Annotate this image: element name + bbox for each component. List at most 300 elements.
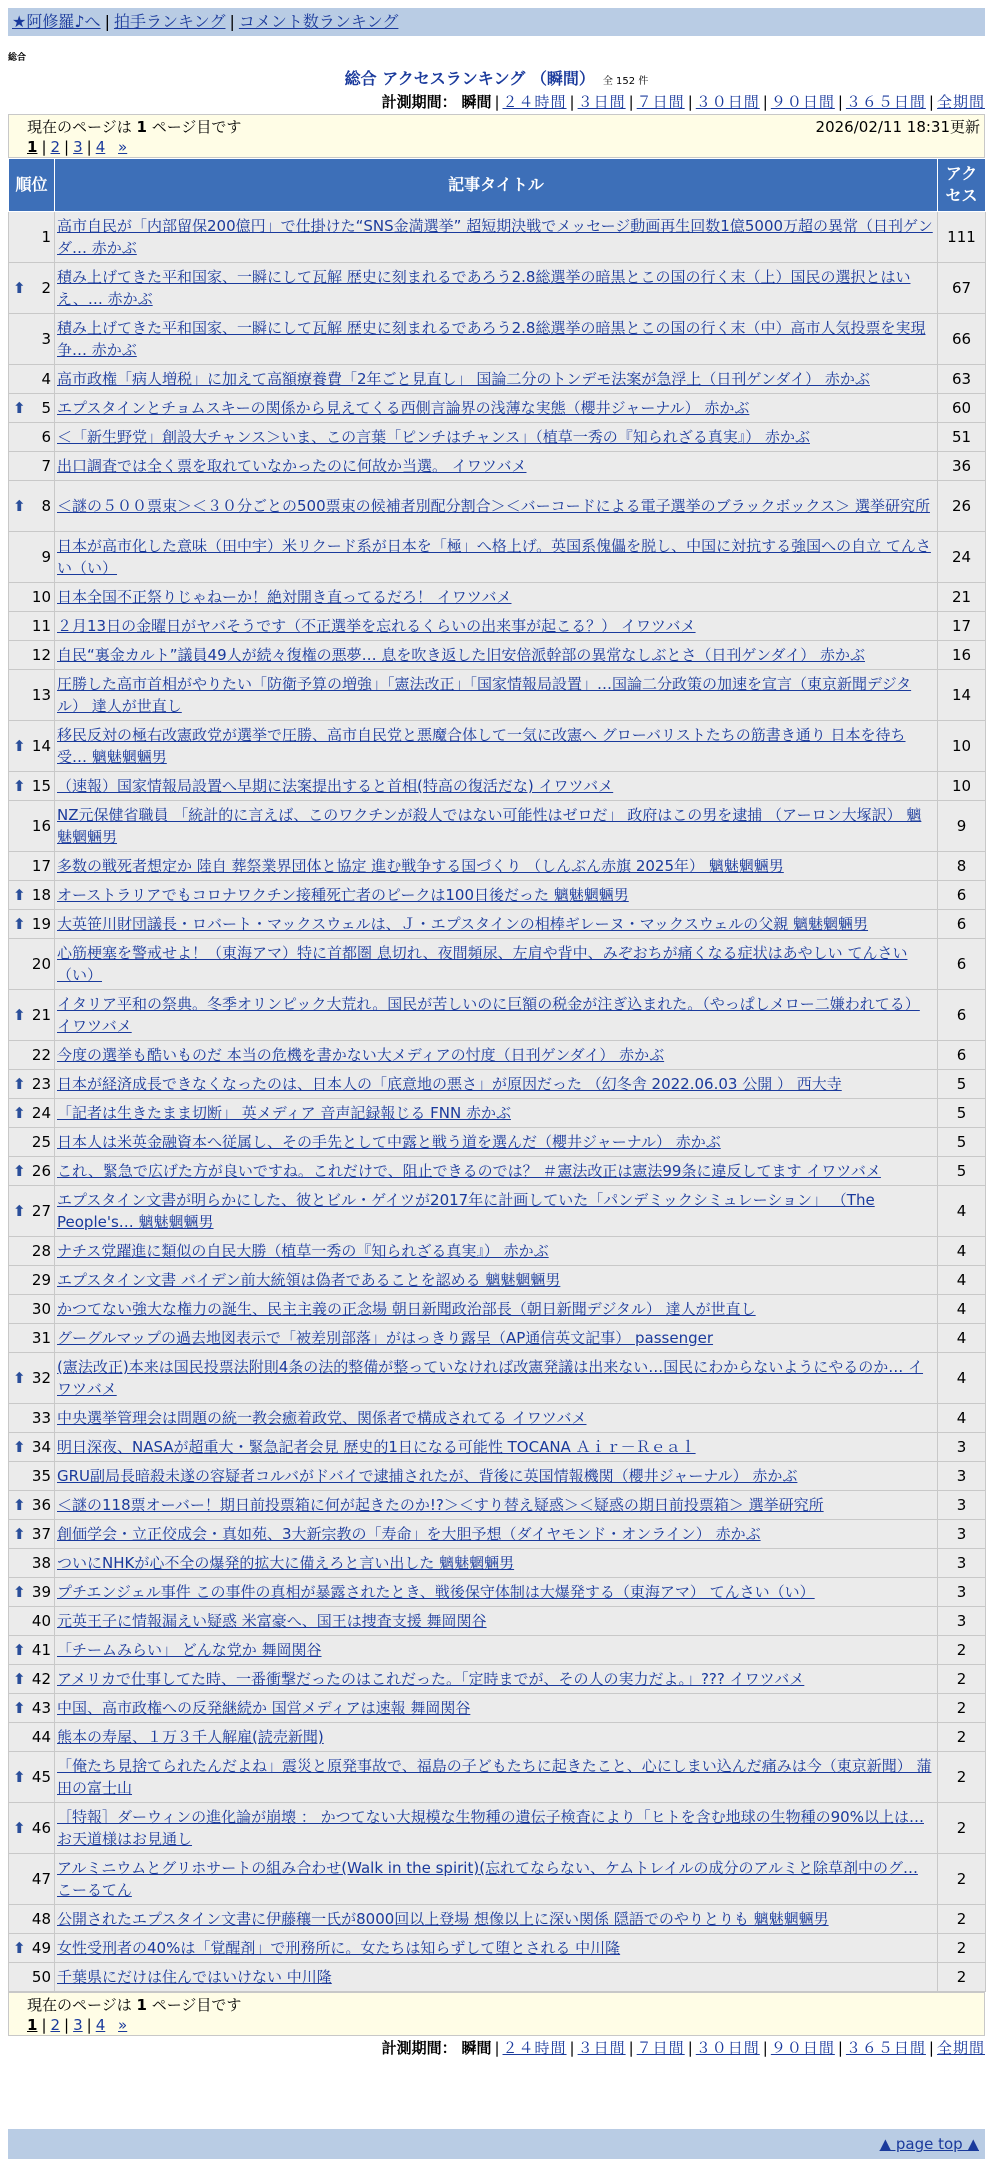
- title-cell: [55, 583, 938, 612]
- rank-cell: [9, 612, 55, 641]
- ranking-row: [9, 1099, 986, 1128]
- ranking-row: [9, 1295, 986, 1324]
- article-title-link[interactable]: エプスタインとチョムスキーの関係から見えてくる西側言論界の浅薄な実態（櫻井ジャーナル） 赤かぶ: [57, 399, 750, 417]
- ranking-row: [9, 910, 986, 939]
- ranking-row: [9, 263, 986, 314]
- access-count: 21: [938, 583, 986, 612]
- period-all-link[interactable]: 全期間: [936, 2039, 985, 2057]
- access-count: 4: [938, 1324, 986, 1353]
- article-title-link[interactable]: ＜謎の５００票束＞＜３０分ごとの500票束の候補者別配分割合＞＜バーコードによる電子選挙のブラックボックス＞ 選挙研究所: [57, 497, 930, 515]
- ranking-body: [9, 212, 986, 1992]
- article-title-link[interactable]: 日本が経済成長できなくなったのは、日本人の「底意地の悪さ」が原因だった （幻冬舎 2022.06.03 公開 ） 西大寺: [57, 1075, 842, 1093]
- rank-number: 42: [31, 1670, 51, 1688]
- rank-number: 4: [41, 370, 51, 388]
- rank-cell: [9, 772, 55, 801]
- rank-number: 7: [41, 457, 51, 475]
- pagination-top: 1 | 2 | 3 | 4 »: [27, 138, 128, 156]
- title-cell: [55, 263, 938, 314]
- rank-cell: [9, 852, 55, 881]
- article-title-link[interactable]: 高市自民が「内部留保200億円」で仕掛けた“SNS金満選挙” 超短期決戦でメッセージ動画再生回数1億5000万超の異常（日刊ゲンダ… 赤かぶ: [57, 217, 933, 257]
- title-cell: [55, 1549, 938, 1578]
- rank-number: 3: [41, 330, 51, 348]
- pagination-page-2[interactable]: 2: [50, 2016, 61, 2034]
- article-title-link[interactable]: 高市政権「病人増税」に加えて高額療養費「2年ごと見直し」 国論二分のトンデモ法案が急浮上（日刊ゲンダイ） 赤かぶ: [57, 370, 870, 388]
- article-title-link[interactable]: アルミニウムとグリホサートの組み合わせ(Walk in the spirit)(忘れてならない、ケムトレイルの成分のアルミと除草剤中のグ… こーるてん: [57, 1859, 918, 1899]
- rank-cell: [9, 212, 55, 263]
- rank-number: 19: [31, 915, 51, 933]
- rank-number: 26: [31, 1162, 51, 1180]
- item-count: 全 152 件: [602, 76, 649, 87]
- pagination-next[interactable]: »: [118, 2016, 128, 2034]
- access-count: 2: [938, 1803, 986, 1854]
- title-cell: [55, 1665, 938, 1694]
- ranking-title: 総合 アクセスランキング （瞬間）: [344, 69, 595, 88]
- title-cell: [55, 1404, 938, 1433]
- title-cell: [55, 772, 938, 801]
- title-cell: [55, 1433, 938, 1462]
- access-count: 4: [938, 1237, 986, 1266]
- ranking-row: [9, 365, 986, 394]
- rank-number: 17: [31, 857, 51, 875]
- rank-number: 45: [31, 1768, 51, 1786]
- rank-number: 14: [31, 737, 51, 755]
- access-count: 3: [938, 1607, 986, 1636]
- article-title-link[interactable]: 大英笹川財団議長・ロバート・マックスウェルは、Ｊ・エプスタインの相棒ギレーヌ・マックスウェルの父親 魑魅魍魎男: [57, 915, 869, 933]
- article-title-link[interactable]: 創価学会・立正佼成会・真如苑、3大新宗教の「寿命」を大胆予想（ダイヤモンド・オンライン） 赤かぶ: [57, 1525, 761, 1543]
- access-count: 66: [938, 314, 986, 365]
- rank-cell: [9, 1803, 55, 1854]
- ranking-row: [9, 1636, 986, 1665]
- rank-up-arrow-icon: ⬆: [13, 1670, 26, 1688]
- title-cell: [55, 365, 938, 394]
- rank-number: 22: [31, 1046, 51, 1064]
- access-count: 10: [938, 772, 986, 801]
- title-cell: [55, 670, 938, 721]
- ranking-row: [9, 1266, 986, 1295]
- rank-number: 18: [31, 886, 51, 904]
- section-label: 総合: [8, 53, 27, 63]
- access-count: 67: [938, 263, 986, 314]
- access-count: 5: [938, 1128, 986, 1157]
- rank-cell: [9, 1070, 55, 1099]
- access-count: 4: [938, 1266, 986, 1295]
- article-title-link[interactable]: （速報）国家情報局設置へ早期に法案提出すると首相(特高の復活だな) イワツバメ: [57, 777, 614, 795]
- ranking-row: [9, 1041, 986, 1070]
- access-count: 3: [938, 1491, 986, 1520]
- current-page-text: 現在のページは 1 ページ目です: [27, 118, 242, 136]
- period-3d-link[interactable]: ３日間: [577, 2039, 626, 2057]
- ranking-row: [9, 1905, 986, 1934]
- ranking-row: [9, 1854, 986, 1905]
- access-count: 2: [938, 1723, 986, 1752]
- rank-number: 48: [31, 1910, 51, 1928]
- title-cell: [55, 801, 938, 852]
- ranking-row: [9, 1520, 986, 1549]
- article-title-link[interactable]: 日本が高市化した意味（田中宇）米リクード系が日本を「極」へ格上げ。英国系傀儡を脱し、中国に対抗する強国への自立 てんさい（い）: [57, 537, 931, 577]
- rank-cell: [9, 1854, 55, 1905]
- rank-up-arrow-icon: ⬆: [13, 399, 26, 417]
- article-title-link[interactable]: 熊本の寿屋、１万３千人解雇(読売新聞): [57, 1728, 324, 1746]
- rank-cell: [9, 263, 55, 314]
- title-cell: [55, 1934, 938, 1963]
- access-count: 51: [938, 423, 986, 452]
- access-count: 5: [938, 1157, 986, 1186]
- article-title-link[interactable]: GRU副局長暗殺未遂の容疑者コルバがドバイで逮捕されたが、背後に英国情報機関（櫻井ジャーナル） 赤かぶ: [57, 1467, 798, 1485]
- access-count: 6: [938, 939, 986, 990]
- rank-cell: [9, 939, 55, 990]
- title-cell: [55, 532, 938, 583]
- ranking-row: [9, 670, 986, 721]
- ranking-row: [9, 881, 986, 910]
- pagination-next[interactable]: »: [118, 138, 128, 156]
- period-30d-link[interactable]: ３０日間: [695, 93, 760, 111]
- rank-up-arrow-icon: ⬆: [13, 886, 26, 904]
- article-title-link[interactable]: グーグルマップの過去地図表示で「被差別部落」がはっきり露呈（AP通信英文記事） passenger: [57, 1329, 714, 1347]
- rank-cell: [9, 910, 55, 939]
- period-24h-link[interactable]: ２４時間: [502, 2039, 567, 2057]
- ranking-row: [9, 314, 986, 365]
- title-cell: [55, 1237, 938, 1266]
- rank-number: 31: [31, 1329, 51, 1347]
- title-cell: [55, 612, 938, 641]
- article-title-link[interactable]: アメリカで仕事してた時、一番衝撃だったのはこれだった。「定時までが、その人の実力だよ。」??? イワツバメ: [57, 1670, 805, 1688]
- access-count: 5: [938, 1070, 986, 1099]
- rank-cell: [9, 1607, 55, 1636]
- period-all-link[interactable]: 全期間: [936, 93, 985, 111]
- pagination-page-3[interactable]: 3: [73, 2016, 83, 2034]
- rank-number: 36: [31, 1496, 51, 1514]
- ranking-row: [9, 772, 986, 801]
- article-title-link[interactable]: ［特報］ダーウィンの進化論が崩壊 ： かつてない大規模な生物種の遺伝子検査により「ヒトを含む地球の生物種の90%以上は… お天道様はお見通し: [57, 1808, 924, 1848]
- rank-up-arrow-icon: ⬆: [13, 279, 26, 297]
- rank-cell: [9, 1905, 55, 1934]
- header-title: 記事タイトル: [55, 159, 938, 212]
- rank-cell: [9, 1462, 55, 1491]
- article-title-link[interactable]: イタリア平和の祭典。冬季オリンピック大荒れ。国民が苦しいのに巨額の税金が注ぎ込まれた。（やっぱしメロー二嫌われてる） イワツバメ: [57, 995, 920, 1035]
- article-title-link[interactable]: 移民反対の極右改憲政党が選挙で圧勝、高市自民党と悪魔合体して一気に改憲へ グローバリストたちの筋書き通り 日本を待ち受… 魑魅魍魎男: [57, 726, 906, 766]
- pagination-page-3[interactable]: 3: [73, 138, 83, 156]
- period-24h-link[interactable]: ２４時間: [502, 93, 567, 111]
- rank-number: 23: [31, 1075, 51, 1093]
- article-title-link[interactable]: 千葉県にだけは住んではいけない 中川隆: [57, 1968, 332, 1986]
- rank-up-arrow-icon: ⬆: [13, 1075, 26, 1093]
- rank-up-arrow-icon: ⬆: [13, 1641, 26, 1659]
- article-title-link[interactable]: 明日深夜、NASAが超重大・緊急記者会見 歴史的1日になる可能性 TOCANA Ａｉｒ－Ｒｅａｌ: [57, 1438, 696, 1456]
- title-cell: [55, 1854, 938, 1905]
- nav-separator: |: [104, 12, 110, 31]
- title-cell: [55, 452, 938, 481]
- footer-bar: [8, 2129, 985, 2159]
- ranking-row: [9, 583, 986, 612]
- rank-number: 33: [31, 1409, 51, 1427]
- period-label: 計測期間：: [381, 2039, 457, 2057]
- pagination-current-page: 1: [27, 138, 38, 156]
- access-count: 4: [938, 1295, 986, 1324]
- article-title-link[interactable]: 多数の戦死者想定か 陸自 葬祭業界団体と協定 進む戦争する国づくり （しんぶん赤旗 2025年） 魑魅魍魎男: [57, 857, 784, 875]
- title-cell: [55, 1295, 938, 1324]
- page-info-top: [8, 114, 985, 158]
- period-7d-link[interactable]: ７日間: [636, 2039, 685, 2057]
- top-nav-bar: [8, 8, 985, 36]
- nav-separator: |: [229, 12, 235, 31]
- rank-cell: [9, 1324, 55, 1353]
- rank-number: 28: [31, 1242, 51, 1260]
- rank-number: 38: [31, 1554, 51, 1572]
- rank-number: 50: [31, 1968, 51, 1986]
- access-count: 63: [938, 365, 986, 394]
- ranking-row: [9, 1404, 986, 1433]
- article-title-link[interactable]: 今度の選挙も酷いものだ 本当の危機を書かない大メディアの忖度（日刊ゲンダイ） 赤かぶ: [57, 1046, 665, 1064]
- header-access: アクセス: [938, 159, 986, 212]
- rank-cell: [9, 1266, 55, 1295]
- article-title-link[interactable]: 積み上げてきた平和国家、一瞬にして瓦解 歴史に刻まれるであろう2.8総選挙の暗黒とこの国の行く末（上）国民の選択とはいえ、… 赤かぶ: [57, 268, 911, 308]
- rank-cell: [9, 583, 55, 612]
- access-count: 3: [938, 1549, 986, 1578]
- access-count: 6: [938, 990, 986, 1041]
- rank-number: 40: [31, 1612, 51, 1630]
- access-count: 111: [938, 212, 986, 263]
- period-current: 瞬間: [461, 2039, 492, 2057]
- pagination-page-4[interactable]: 4: [95, 138, 106, 156]
- period-365d-link[interactable]: ３６５日間: [845, 93, 926, 111]
- pagination-page-4[interactable]: 4: [95, 2016, 106, 2034]
- article-title-link[interactable]: (憲法改正)本来は国民投票法附則4条の法的整備が整っていなければ改憲発議は出来ない…国民にわからないようにやるのか… イワツバメ: [57, 1358, 924, 1398]
- rank-cell: [9, 1520, 55, 1549]
- title-cell: [55, 1070, 938, 1099]
- access-count: 6: [938, 910, 986, 939]
- article-title-link[interactable]: 元英王子に情報漏えい疑惑 米富豪へ、国王は捜査支援 舞岡関谷: [57, 1612, 487, 1630]
- rank-number: 44: [31, 1728, 51, 1746]
- ranking-row: [9, 721, 986, 772]
- updated-timestamp: 2026/02/11 18:31更新: [815, 118, 980, 136]
- nav-home-link[interactable]: ★阿修羅♪へ: [12, 12, 101, 31]
- ranking-row: [9, 612, 986, 641]
- article-title-link[interactable]: NZ元保健省職員 「統計的に言えば、このワクチンが殺人ではない可能性はゼロだ」 政府はこの男を逮捕 （アーロン大塚訳） 魑魅魍魎男: [57, 806, 922, 846]
- pagination-page-2[interactable]: 2: [50, 138, 61, 156]
- rank-number: 47: [31, 1870, 51, 1888]
- access-count: 24: [938, 532, 986, 583]
- ranking-row: [9, 1723, 986, 1752]
- title-cell: [55, 1266, 938, 1295]
- rank-up-arrow-icon: ⬆: [13, 1819, 26, 1837]
- rank-cell: [9, 1237, 55, 1266]
- rank-number: 41: [31, 1641, 51, 1659]
- ranking-row: [9, 1803, 986, 1854]
- ranking-row: [9, 1665, 986, 1694]
- rank-cell: [9, 801, 55, 852]
- header-rank: 順位: [9, 159, 55, 212]
- rank-cell: [9, 1404, 55, 1433]
- rank-cell: [9, 1128, 55, 1157]
- article-title-link[interactable]: 積み上げてきた平和国家、一瞬にして瓦解 歴史に刻まれるであろう2.8総選挙の暗黒とこの国の行く末（中）高市人気投票を実現争… 赤かぶ: [57, 319, 926, 359]
- ranking-row: [9, 801, 986, 852]
- title-cell: [55, 641, 938, 670]
- ranking-row: [9, 990, 986, 1041]
- article-title-link[interactable]: 「俺たち見捨てられたんだよね」震災と原発事故で、福島の子どもたちに起きたこと、心にしまい込んだ痛みは今（東京新聞） 蒲田の富士山: [57, 1757, 932, 1797]
- access-count: 3: [938, 1578, 986, 1607]
- rank-number: 11: [31, 617, 51, 635]
- nav-applause-ranking-link[interactable]: 拍手ランキング: [113, 12, 226, 31]
- ranking-row: [9, 1324, 986, 1353]
- rank-up-arrow-icon: ⬆: [13, 915, 26, 933]
- rank-cell: [9, 990, 55, 1041]
- article-title-link[interactable]: 心筋梗塞を警戒せよ！（東海アマ）特に首都圏 息切れ、夜間頻尿、左肩や背中、みぞおちが痛くなる症状はあやしい てんさい（い）: [57, 944, 908, 984]
- period-3d-link[interactable]: ３日間: [577, 93, 626, 111]
- access-count: 4: [938, 1186, 986, 1237]
- article-title-link[interactable]: 日本人は米英金融資本へ従属し、その手先として中露と戦う道を選んだ（櫻井ジャーナル） 赤かぶ: [57, 1133, 721, 1151]
- title-cell: [55, 852, 938, 881]
- ranking-row: [9, 532, 986, 583]
- rank-number: 27: [31, 1202, 51, 1220]
- article-title-link[interactable]: ２月13日の金曜日がヤバそうです（不正選挙を忘れるくらいの出来事が起こる？） イワツバメ: [57, 617, 696, 635]
- article-title-link[interactable]: 日本全国不正祭りじゃねーか！絶対開き直ってるだろ！ イワツバメ: [57, 588, 512, 606]
- rank-up-arrow-icon: ⬆: [13, 1438, 26, 1456]
- rank-cell: [9, 1578, 55, 1607]
- article-title-link[interactable]: 「記者は生きたまま切断」 英メディア 音声記録報じる FNN 赤かぶ: [57, 1104, 511, 1122]
- rank-cell: [9, 1295, 55, 1324]
- title-cell: [55, 1963, 938, 1992]
- rank-up-arrow-icon: ⬆: [13, 1525, 26, 1543]
- period-90d-link[interactable]: ９０日間: [770, 93, 835, 111]
- rank-cell: [9, 481, 55, 532]
- rank-number: 20: [31, 955, 51, 973]
- page-wrapper: [8, 8, 985, 2060]
- rank-cell: [9, 881, 55, 910]
- ranking-row: [9, 939, 986, 990]
- period-30d-link[interactable]: ３０日間: [695, 2039, 760, 2057]
- title-cell: [55, 1607, 938, 1636]
- title-cell: [55, 910, 938, 939]
- title-cell: [55, 1186, 938, 1237]
- rank-number: 8: [41, 497, 51, 515]
- page-info-bottom: [8, 1992, 985, 2036]
- ranking-row: [9, 452, 986, 481]
- title-cell: [55, 881, 938, 910]
- access-count: 9: [938, 801, 986, 852]
- rank-up-arrow-icon: ⬆: [13, 497, 26, 515]
- period-selector-bottom: 計測期間： 瞬間 | ２４時間 | ３日間 | ７日間 | ３０日間 | ９０日間 | ３６５日間 | 全期間: [381, 2039, 985, 2057]
- title-cell: [55, 1041, 938, 1070]
- rank-number: 30: [31, 1300, 51, 1318]
- title-cell: [55, 1905, 938, 1934]
- period-7d-link[interactable]: ７日間: [636, 93, 685, 111]
- rank-cell: [9, 394, 55, 423]
- article-title-link[interactable]: エプスタイン文書 バイデン前大統領は偽者であることを認める 魑魅魍魎男: [57, 1271, 561, 1289]
- access-count: 2: [938, 1752, 986, 1803]
- article-title-link[interactable]: かつてない強大な権力の誕生、民主主義の正念場 朝日新聞政治部長（朝日新聞デジタル） 達人が世直し: [57, 1300, 756, 1318]
- title-cell: [55, 1752, 938, 1803]
- rank-cell: [9, 1549, 55, 1578]
- article-title-link[interactable]: ナチス党躍進に類似の自民大勝（植草一秀の『知られざる真実』） 赤かぶ: [57, 1242, 549, 1260]
- title-cell: [55, 394, 938, 423]
- ranking-row: [9, 1353, 986, 1404]
- article-title-link[interactable]: ついにNHKが心不全の爆発的拡大に備えろと言い出した 魑魅魍魎男: [57, 1554, 515, 1572]
- article-title-link[interactable]: 女性受刑者の40%は「覚醒剤」で刑務所に。女たちは知らずして堕とされる 中川隆: [57, 1939, 621, 1957]
- ranking-row: [9, 1752, 986, 1803]
- page-top-link[interactable]: ▲ page top ▲: [879, 2135, 979, 2153]
- rank-cell: [9, 365, 55, 394]
- rank-cell: [9, 1353, 55, 1404]
- access-count: 2: [938, 1694, 986, 1723]
- access-count: 3: [938, 1520, 986, 1549]
- title-cell: [55, 314, 938, 365]
- ranking-row: [9, 1237, 986, 1266]
- article-title-link[interactable]: 公開されたエプスタイン文書に伊藤穰一氏が8000回以上登場 想像以上に深い関係 隠語でのやりとりも 魑魅魍魎男: [57, 1910, 829, 1928]
- rank-up-arrow-icon: ⬆: [13, 1939, 26, 1957]
- rank-number: 1: [41, 228, 51, 246]
- pagination-bottom: 1 | 2 | 3 | 4 »: [27, 2016, 128, 2034]
- rank-cell: [9, 532, 55, 583]
- nav-comment-ranking-link[interactable]: コメント数ランキング: [238, 12, 399, 31]
- title-cell: [55, 1128, 938, 1157]
- access-count: 10: [938, 721, 986, 772]
- article-title-link[interactable]: 圧勝した高市首相がやりたい「防衛予算の増強」「憲法改正」「国家情報局設置」…国論二分政策の加速を宣言（東京新聞デジタル） 達人が世直し: [57, 675, 912, 715]
- title-cell: [55, 939, 938, 990]
- article-title-link[interactable]: プチエンジェル事件 この事件の真相が暴露されたとき、戦後保守体制は大爆発する（東海アマ） てんさい（い）: [57, 1583, 815, 1601]
- article-title-link[interactable]: オーストラリアでもコロナワクチン接種死亡者のピークは100日後だった 魑魅魍魎男: [57, 886, 629, 904]
- ranking-row: [9, 212, 986, 263]
- article-title-link[interactable]: 自民“裏金カルト”議員49人が続々復権の悪夢… 息を吹き返した旧安倍派幹部の異常なしぶとさ（日刊ゲンダイ） 赤かぶ: [57, 646, 865, 664]
- rank-cell: [9, 1491, 55, 1520]
- rank-up-arrow-icon: ⬆: [13, 1496, 26, 1514]
- rank-up-arrow-icon: ⬆: [13, 737, 26, 755]
- rank-number: 5: [41, 399, 51, 417]
- rank-number: 24: [31, 1104, 51, 1122]
- article-title-link[interactable]: これ、緊急で広げた方が良いですね。これだけで、阻止できるのでは？ ＃憲法改正は憲法99条に違反してます イワツバメ: [57, 1162, 881, 1180]
- access-count: 14: [938, 670, 986, 721]
- ranking-row: [9, 1070, 986, 1099]
- ranking-row: [9, 1462, 986, 1491]
- rank-cell: [9, 1157, 55, 1186]
- rank-cell: [9, 1636, 55, 1665]
- rank-up-arrow-icon: ⬆: [13, 1104, 26, 1122]
- article-title-link[interactable]: エプスタイン文書が明らかにした、彼とビル・ゲイツが2017年に計画していた「パンデミックシミュレーション」 （The People's… 魑魅魍魎男: [57, 1191, 875, 1231]
- ranking-row: [9, 1578, 986, 1607]
- period-current: 瞬間: [461, 93, 492, 111]
- ranking-row: [9, 481, 986, 532]
- article-title-link[interactable]: ＜「新生野党」創設大チャンス＞いま、この言葉「ピンチはチャンス」（植草一秀の『知られざる真実』） 赤かぶ: [57, 428, 810, 446]
- article-title-link[interactable]: 中央選挙管理会は問題の統一教会癒着政党、関係者で構成されてる イワツバメ: [57, 1409, 587, 1427]
- access-count: 3: [938, 1433, 986, 1462]
- ranking-row: [9, 1963, 986, 1992]
- rank-number: 21: [31, 1006, 51, 1024]
- rank-cell: [9, 1186, 55, 1237]
- period-90d-link[interactable]: ９０日間: [770, 2039, 835, 2057]
- ranking-title-row: [8, 68, 985, 90]
- access-count: 2: [938, 1963, 986, 1992]
- rank-number: 35: [31, 1467, 51, 1485]
- ranking-row: [9, 394, 986, 423]
- access-count: 4: [938, 1353, 986, 1404]
- rank-number: 46: [31, 1819, 51, 1837]
- period-365d-link[interactable]: ３６５日間: [845, 2039, 926, 2057]
- ranking-row: [9, 641, 986, 670]
- article-title-link[interactable]: 出口調査では全く票を取れていなかったのに何故か当選。 イワツバメ: [57, 457, 527, 475]
- title-cell: [55, 1353, 938, 1404]
- article-title-link[interactable]: 中国、高市政権への反発継続か 国営メディアは速報 舞岡関谷: [57, 1699, 471, 1717]
- rank-up-arrow-icon: ⬆: [13, 1006, 26, 1024]
- rank-number: 34: [31, 1438, 51, 1456]
- article-title-link[interactable]: ＜謎の118票オーバー！期日前投票箱に何が起きたのか!?＞＜すり替え疑惑＞＜疑惑の期日前投票箱＞ 選挙研究所: [57, 1496, 824, 1514]
- title-cell: [55, 1636, 938, 1665]
- title-cell: [55, 423, 938, 452]
- rank-cell: [9, 670, 55, 721]
- rank-cell: [9, 314, 55, 365]
- current-page-text: 現在のページは 1 ページ目です: [27, 1996, 242, 2014]
- access-count: 6: [938, 881, 986, 910]
- ranking-row: [9, 1694, 986, 1723]
- article-title-link[interactable]: 「チームみらい」 どんな党か 舞岡関谷: [57, 1641, 322, 1659]
